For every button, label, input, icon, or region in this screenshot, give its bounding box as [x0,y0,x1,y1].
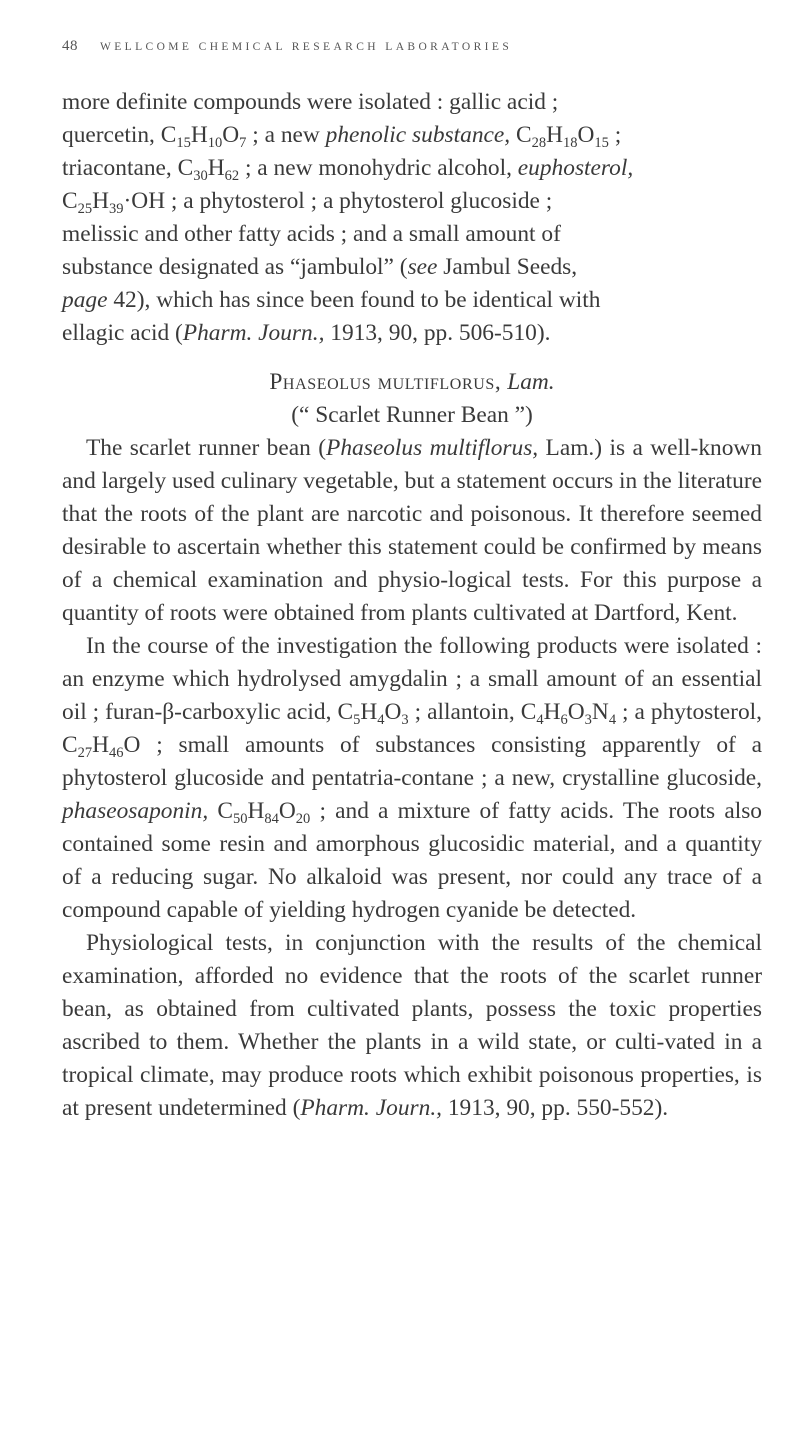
text-run: ; [608,122,622,148]
text-line [62,119,762,152]
common-name: (“ Scarlet Runner Bean ”) [291,402,533,428]
text-run: ; and a mixture of fatty acids. The roots also contained some resin and amorphous glucosidic material, and a quantity of a reducing sugar. No alkaloid was present, nor could any trace of a compound capable of yielding hydrogen cyanide be detected. [62,798,763,923]
text-run: 42), which has since been found to be identical with [107,287,601,313]
species-author: Lam. [507,369,555,395]
subscript: 84 [264,811,279,828]
paragraph-continued [62,86,762,350]
text-run: substance designated as “jambulol” ( [62,254,408,280]
subscript: 4 [377,712,385,729]
subscript: 20 [295,811,311,828]
text-run: ; a phytosterol, C [62,699,762,758]
text-run: H [546,122,563,148]
text-run: H [360,699,378,725]
text-run: melissic and other fatty acids ; and a small amount of [62,221,561,247]
subscript: 46 [109,745,124,762]
text-line [62,251,762,284]
text-run: The scarlet runner bean ( [86,435,327,461]
italic-text: page [62,287,108,313]
text-run: C [510,122,532,148]
text-run: C [62,188,78,214]
text-run: Jambul Seeds, [437,254,578,280]
text-run: ; allantoin, C [408,699,537,725]
text-run: O [577,122,595,148]
text-run: H [92,188,110,214]
text-run: ; a new [246,122,326,148]
text-line [62,86,762,119]
text-run: 1913, 90, pp. 506-510). [324,320,551,346]
text-run: more definite compounds were isolated : gallic acid ; [62,89,559,115]
text-line [62,218,762,251]
italic-text: phaseosaponin, [62,798,209,824]
text-run: C [208,798,233,824]
section-heading [62,366,762,432]
paragraph [62,927,762,1125]
text-run: Lam.) is a well-known and largely used culinary vegetable, but a statement occurs in the literature that the roots of the plant are narcotic and poisonous. It therefore seemed desirable to ascertain whether this statement could be confirmed by means of a chemical examination and physio-logical tests. For this purpose a quantity of roots were obtained from plants cultivated at Dartford, Kent. [62,435,763,626]
text-line [62,284,762,317]
subscript: 27 [77,745,93,762]
text-run: triacontane, C [62,155,194,181]
text-run: ; a new monohydric alcohol, [239,155,518,181]
text-run: H [207,155,225,181]
italic-text: phenolic substance, [325,122,511,148]
text-run: ellagic acid ( [62,320,183,346]
italic-text: Pharm. Journ., [182,320,325,346]
subscript: 6 [560,712,568,729]
text-line [62,185,762,218]
text-run: O [567,699,585,725]
text-run: O [278,798,296,824]
italic-text: Pharm. Journ., [300,1095,443,1121]
italic-text: Phaseolus multiflorus, [326,435,539,461]
text-run: H [543,699,561,725]
subscript: 7 [239,135,247,152]
species-name: Phaseolus multiflorus, [269,369,502,395]
text-run: O ; small amounts of substances consisting apparently of a phytosterol glucoside and pentatria-contane ; a new, crystalline glucoside, [62,732,762,791]
text-line [62,152,762,185]
text-run: N [591,699,609,725]
text-run: ·OH ; a phytosterol ; a phytosterol glucoside ; [123,188,553,214]
subscript: 3 [584,712,592,729]
subscript: 3 [401,712,409,729]
subscript: 62 [224,168,240,185]
subscript: 4 [608,712,617,729]
text-run: O [222,122,240,148]
text-run: H [190,122,208,148]
subscript: 18 [563,135,578,152]
subscript: 28 [531,135,547,152]
running-title: WELLCOME CHEMICAL RESEARCH LABORATORIES [100,41,513,53]
body-paragraphs [62,432,762,1125]
text-run: O [384,699,402,725]
italic-text: euphosterol, [517,155,634,181]
subscript: 10 [207,135,223,152]
page-number: 48 [62,38,78,54]
subscript: 25 [77,201,93,218]
italic-text: see [407,254,438,280]
text-run: H [92,732,110,758]
running-header [62,38,762,55]
subscript: 39 [109,201,124,218]
subscript: 30 [193,168,208,185]
text-run: quercetin, C [62,122,177,148]
text-line [62,317,762,350]
text-run: Physiological tests, in conjunction with the results of the chemical examination, afforded no evidence that the roots of the scarlet runner bean, as obtained from cultivated plants, possess the toxic properties ascribed to them. Whether the plants in a wild state, or culti-vated in a tropical climate, may produce roots which exhibit poisonous properties, is at present undetermined ( [62,930,762,1121]
subscript: 4 [536,712,544,729]
species-heading [62,366,762,399]
subscript: 5 [353,712,361,729]
paragraph [62,432,762,630]
paragraph [62,630,762,927]
text-run: 1913, 90, pp. 550-552). [442,1095,669,1121]
subscript: 15 [594,135,609,152]
text-run: H [247,798,265,824]
text-run: In the course of the investigation the following products were isolated : an enzyme which hydrolysed amygdalin ; a small amount of an essential oil ; furan-β-carboxylic acid, C [62,633,762,725]
subscript: 15 [176,135,191,152]
subscript: 50 [232,811,248,828]
